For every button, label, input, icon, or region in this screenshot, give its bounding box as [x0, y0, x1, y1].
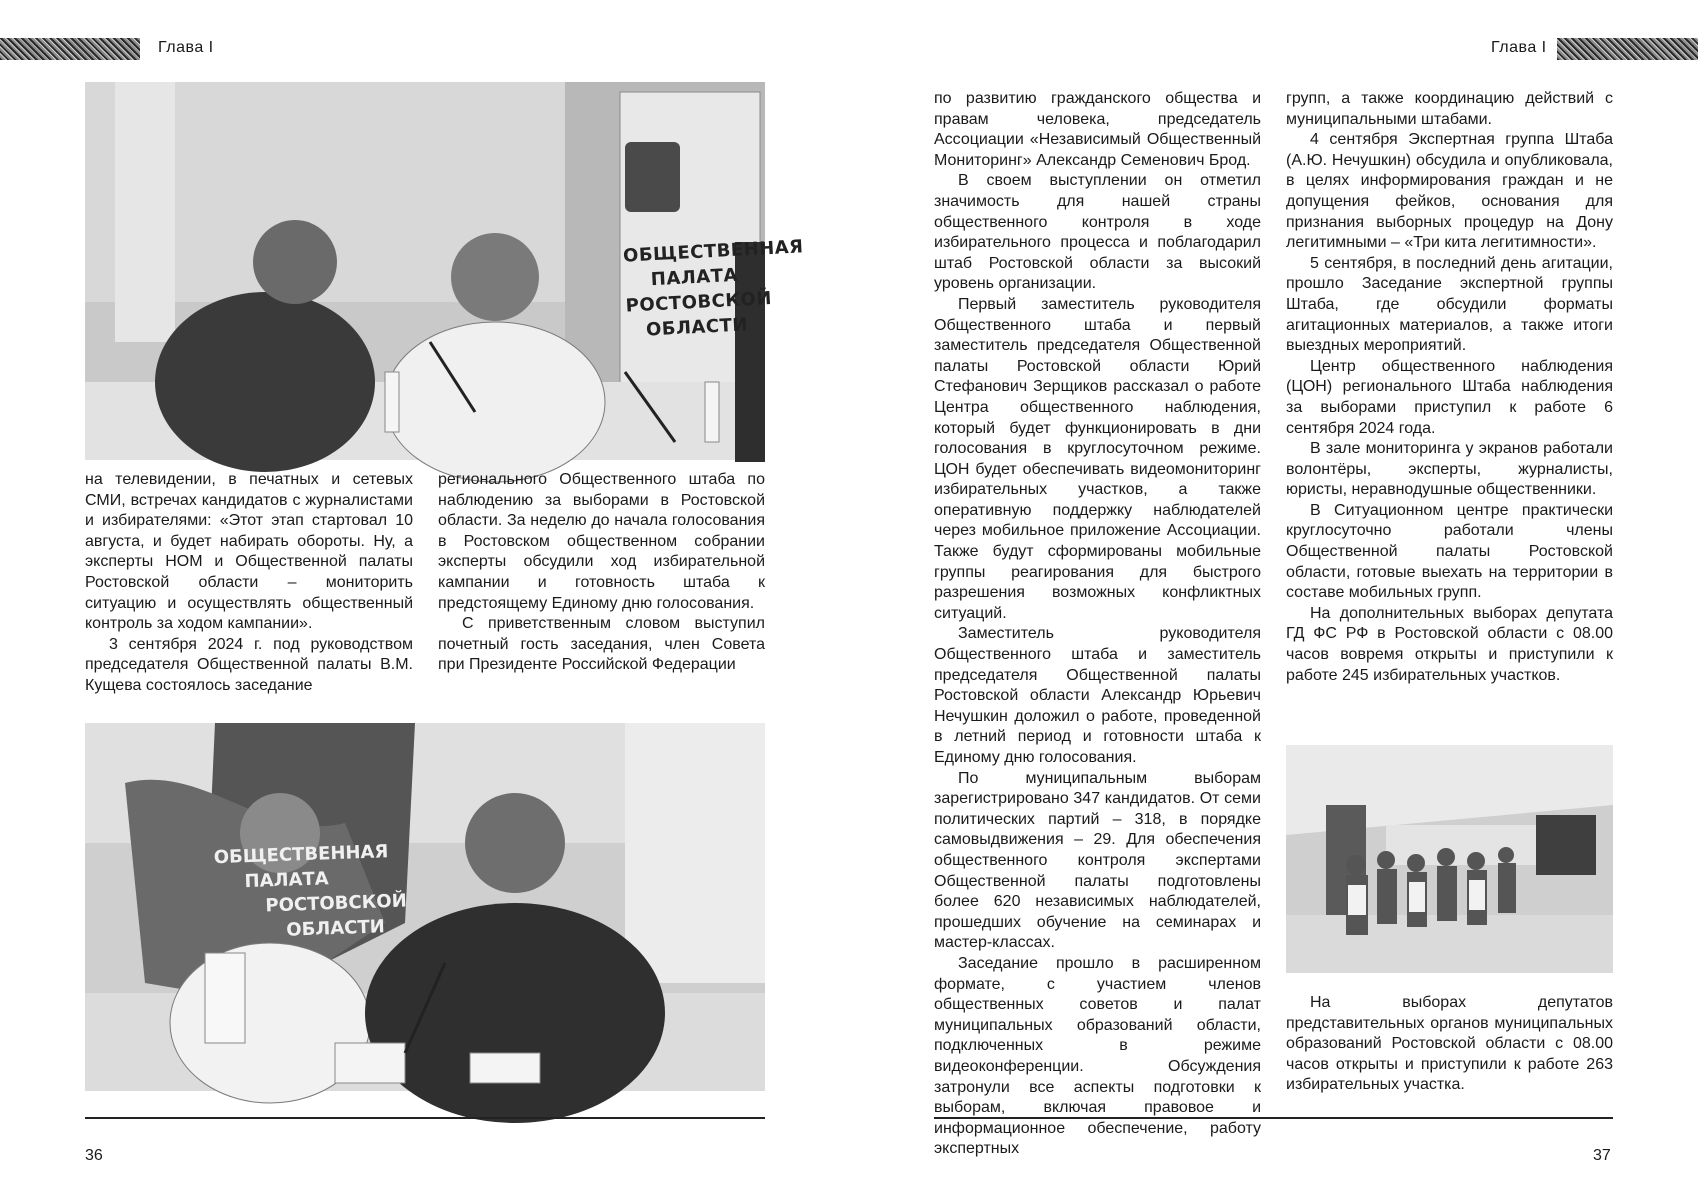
right-text-col-2-bottom — [1286, 993, 1613, 1096]
paragraph: по развитию гражданского общества и правам человека, председатель Ассоциации «Независимый Общественный Мониторинг» Александр Семенович Брод. — [934, 90, 1261, 169]
right-page — [849, 0, 1698, 1200]
page-number: 37 — [1593, 1147, 1611, 1164]
paragraph: С приветственным словом выступил почетный гость заседания, член Совета при Президенте Российской Федерации — [438, 615, 765, 674]
photo-meeting-top — [85, 82, 805, 460]
paragraph: На дополнительных выборах депутата ГД ФС РФ в Ростовской области с 08.00 часов вовремя открыты и приступили к работе 245 избирательных участков. — [1286, 604, 1613, 684]
paragraph: На выборах депутатов представительных органов муниципальных образований Ростовской области с 08.00 часов открыты и приступили к работе 263 избирательных участка. — [1286, 994, 1613, 1094]
paragraph: Первый заместитель руководителя Общественного штаба и первый заместитель председателя Общественной палаты Ростовской области Юрий Стефанович Зерщиков рассказал о работе Центра общественного наблюдения, который будет функционировать в дни голосования в круглосуточном режиме. ЦОН будет обеспечивать видеомониторинг избирательных участков, а также оперативную поддержку наблюдателей через мобильное приложение Ассоциации. Также будут сформированы мобильные группы реагирования для быстрого разрешения возможных конфликтных ситуаций. — [934, 295, 1261, 622]
photo-monitoring-room — [1286, 745, 1613, 973]
chapter-header: Глава I — [158, 39, 214, 56]
photo-top-sign-line: РОСТОВСКОЙ — [625, 288, 773, 317]
right-text-col-1 — [934, 89, 1261, 1160]
paragraph: Заседание прошло в расширенном формате, с участием членов общественных советов и палат муниципальных образований области, подключенных в режиме видеоконференции. Обсуждения затронули все аспекты подготовки к выборам, включая правовое и информационное обеспечение, работу экспертных — [934, 954, 1261, 1158]
paragraph: 5 сентября, в последний день агитации, прошло Заседание экспертной группы Штаба, где обсудили форматы агитационных материалов, а также итоги выездных мероприятий. — [1286, 254, 1613, 355]
paragraph: В Ситуационном центре практически круглосуточно работали члены Общественной палаты Ростовской области, готовые выехать на территории в составе мобильных групп. — [1286, 501, 1613, 602]
photo-meeting-bottom — [85, 723, 765, 1091]
left-text-col-1 — [85, 470, 413, 697]
paragraph: 4 сентября Экспертная группа Штаба (А.Ю. Нечушкин) обсудила и опубликовала, в целях информирования граждан и не допущения фейков, основания для признания выборных процедур на Дону легитимными – «Три кита легитимности». — [1286, 131, 1613, 252]
photo-top-sign-line: ОБЛАСТИ — [645, 314, 749, 341]
paragraph: Центр общественного наблюдения (ЦОН) регионального Штаба наблюдения за выборами приступил к работе 6 сентября 2024 года. — [1286, 357, 1613, 437]
paragraph: регионального Общественного штаба по наблюдению за выборами в Ростовской области. За неделю до начала голосования в Ростовском общественном собрании эксперты обсудили ход избирательной кампании и готовность штаба к предстоящему Единому дню голосования. — [438, 471, 765, 612]
photo-monitoring-room-illustration — [1286, 745, 1613, 973]
chapter-header: Глава I — [1491, 39, 1547, 56]
photo-top-sign — [622, 236, 805, 343]
photo-bottom-sign — [213, 837, 456, 945]
right-text-col-2-top — [1286, 89, 1613, 686]
paragraph: В своем выступлении он отметил значимость для нашей страны общественного контроля в ходе избирательного процесса и поблагодарил штаб Ростовской области за высокий уровень организации. — [934, 172, 1261, 293]
left-text-col-2 — [438, 470, 765, 676]
header-ornament-bar — [0, 38, 140, 60]
paragraph: По муниципальным выборам зарегистрировано 347 кандидатов. От семи политических партий – 318, в порядке самовыдвижения – 29. Для обеспечения общественного контроля экспертами Общественной палаты подготовлены более 620 независимых наблюдателей, прошедших обучение на семинарах и мастер-классах. — [934, 769, 1261, 952]
photo-bottom-sign-line: РОСТОВСКОЙ — [265, 890, 408, 917]
photo-bottom-sign-line: ОБЩЕСТВЕННАЯ — [213, 841, 389, 869]
photo-top-sign-line: ПАЛАТА — [650, 264, 739, 291]
paragraph: Заместитель руководителя Общественного штаба и заместитель председателя Общественной палаты Ростовской области Александр Юрьевич Нечушкин доложил о работе, проведенной в летний период и готовности штаба к Единому дню голосования. — [934, 625, 1261, 766]
photo-top-sign-line: ОБЩЕСТВЕННАЯ — [622, 236, 805, 267]
page-number: 36 — [85, 1147, 103, 1164]
header-ornament-bar — [1557, 38, 1698, 60]
footer-rule — [934, 1117, 1613, 1119]
paragraph: В зале мониторинга у экранов работали волонтёры, эксперты, журналисты, юристы, неравнодушные общественники. — [1286, 440, 1613, 499]
paragraph: на телевидении, в печатных и сетевых СМИ, встречах кандидатов с журналистами и избирателями: «Этот этап стартовал 10 августа, и будет набирать обороты. Ну, а эксперты НОМ и Общественной палаты Ростовской области – мониторить ситуацию и осуществлять общественный контроль за ходом кампании». — [85, 471, 413, 633]
photo-bottom-sign-line: ПАЛАТА — [244, 868, 330, 893]
paragraph: 3 сентября 2024 г. под руководством председателя Общественной палаты В.М. Кущева состоялось заседание — [85, 635, 413, 694]
paragraph: групп, а также координацию действий с муниципальными штабами. — [1286, 90, 1613, 128]
photo-bottom-sign-line: ОБЛАСТИ — [285, 916, 386, 941]
footer-rule — [85, 1117, 765, 1119]
